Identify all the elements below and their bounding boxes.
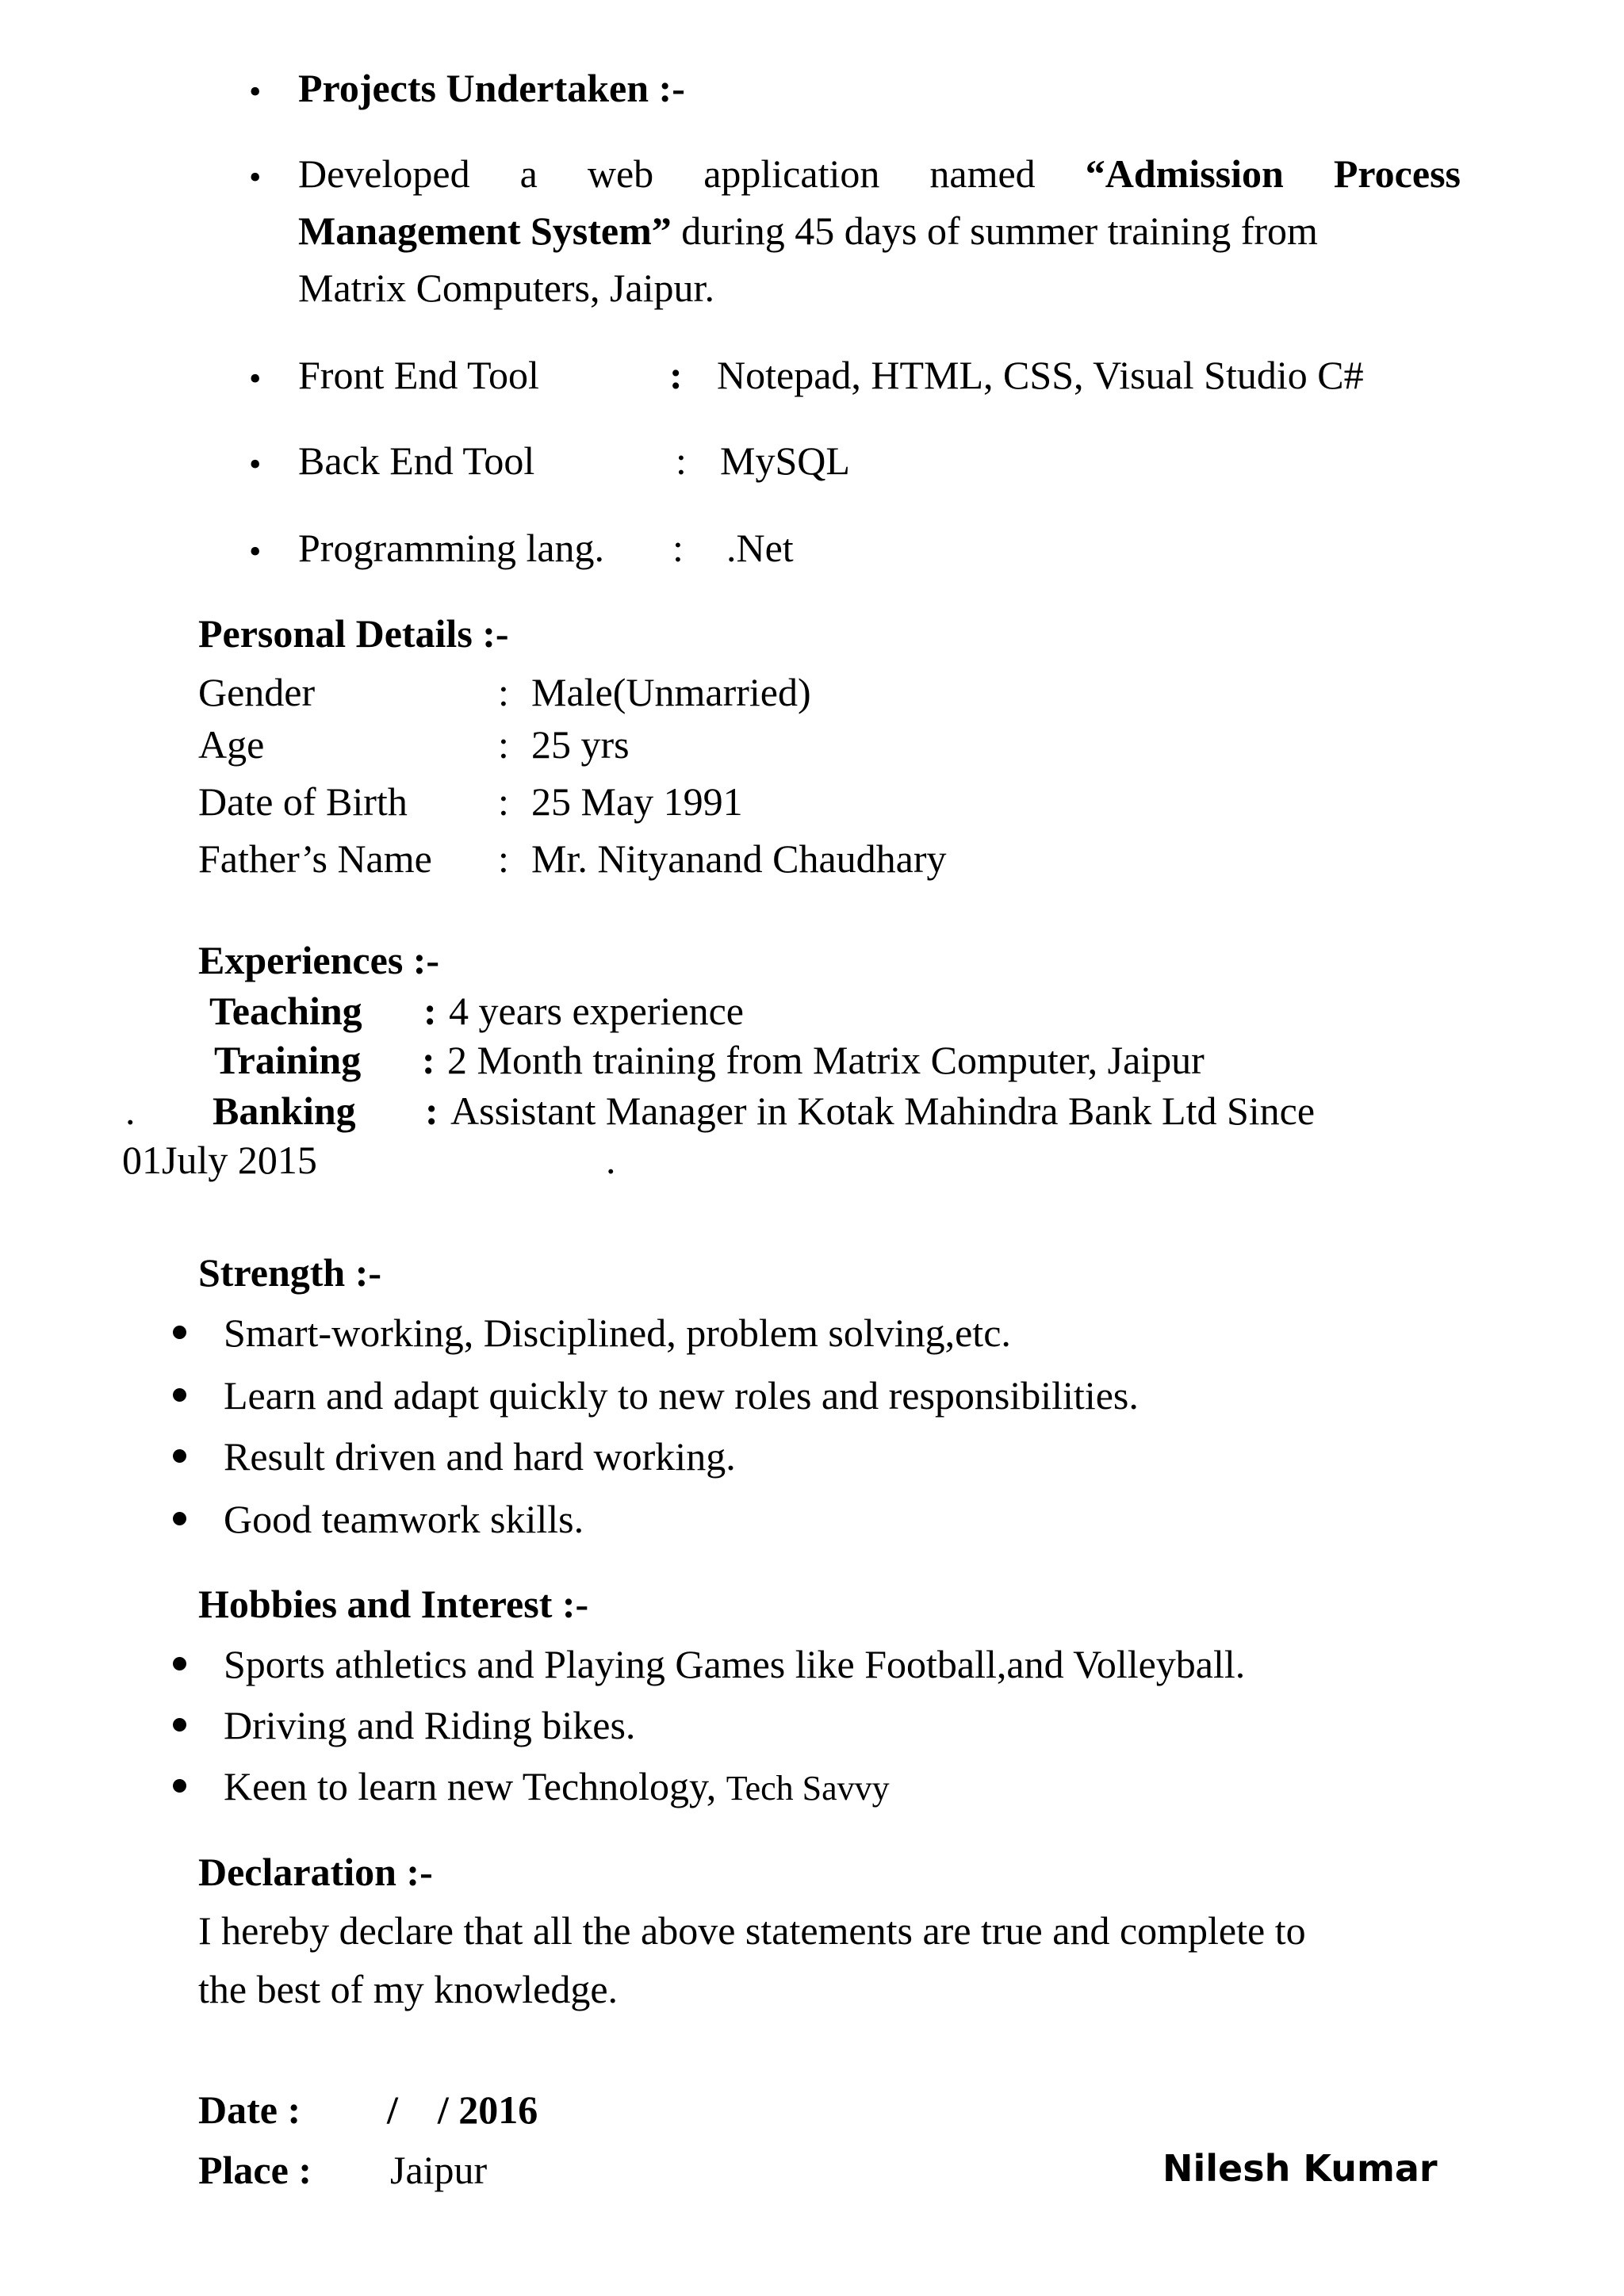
strength-item: Smart-working, Disciplined, problem solving,etc. xyxy=(224,1311,1011,1355)
strength-item: Good teamwork skills. xyxy=(224,1497,584,1541)
experience-value: 4 years experience xyxy=(449,989,744,1033)
tool-separator: : xyxy=(669,353,683,397)
hobby-item: Sports athletics and Playing Games like Football,and Volleyball. xyxy=(224,1642,1246,1686)
tool-label: Back End Tool xyxy=(298,438,535,483)
bullet: • xyxy=(249,532,262,571)
bullet: • xyxy=(249,359,262,398)
declaration-heading: Declaration :- xyxy=(198,1850,433,1894)
hobby-item: Keen to learn new Technology, Tech Savvy xyxy=(224,1764,890,1808)
banking-continued: 01July 2015 xyxy=(122,1138,317,1182)
tool-separator: : xyxy=(676,438,687,483)
personal-value: Mr. Nityanand Chaudhary xyxy=(531,836,947,881)
personal-separator: : xyxy=(498,670,509,714)
project-description-line1: Developed a web application named “Admission Process xyxy=(298,151,1461,196)
bullet xyxy=(173,1779,186,1793)
bullet: • xyxy=(249,72,262,111)
tech-savvy: Tech Savvy xyxy=(726,1769,890,1808)
projects-heading: Projects Undertaken :- xyxy=(298,66,685,110)
tool-label: Programming lang. xyxy=(298,526,605,570)
tool-label: Front End Tool xyxy=(298,353,539,397)
bullet xyxy=(173,1718,186,1732)
experience-heading: Experiences :- xyxy=(198,938,440,982)
trailing-dot: . xyxy=(606,1138,616,1182)
personal-value: Male(Unmarried) xyxy=(531,670,811,714)
personal-separator: : xyxy=(498,722,509,767)
bullet xyxy=(173,1326,186,1339)
bullet: • xyxy=(249,158,262,197)
date-label: Date : xyxy=(198,2087,301,2132)
project-description-line3: Matrix Computers, Jaipur. xyxy=(298,266,714,310)
signature-name: Nilesh Kumar xyxy=(1162,2147,1438,2190)
experience-label: Training xyxy=(214,1038,362,1082)
bullet xyxy=(173,1388,186,1402)
project-description-line2: Management System” during 45 days of summer training from xyxy=(298,209,1318,253)
tool-value: .Net xyxy=(726,526,794,570)
tool-separator: : xyxy=(672,526,684,570)
leading-dot: . xyxy=(125,1089,136,1133)
bullet xyxy=(173,1657,186,1670)
experience-separator: : xyxy=(425,1089,439,1133)
place-value: Jaipur xyxy=(390,2148,488,2192)
experience-value: Assistant Manager in Kotak Mahindra Bank Ltd Since xyxy=(450,1089,1316,1133)
bullet xyxy=(173,1449,186,1463)
declaration-line: I hereby declare that all the above statements are true and complete to xyxy=(198,1908,1306,1953)
personal-separator: : xyxy=(498,779,509,824)
strength-item: Result driven and hard working. xyxy=(224,1434,736,1479)
tool-value: Notepad, HTML, CSS, Visual Studio C# xyxy=(717,353,1364,397)
declaration-line: the best of my knowledge. xyxy=(198,1967,619,2011)
experience-label: Banking xyxy=(213,1089,356,1133)
personal-value: 25 May 1991 xyxy=(531,779,743,824)
tool-value: MySQL xyxy=(720,438,850,483)
personal-separator: : xyxy=(498,836,509,881)
personal-label: Gender xyxy=(198,670,316,714)
hobby-item: Driving and Riding bikes. xyxy=(224,1703,636,1747)
project-title-part1: “Admission Process xyxy=(1085,151,1461,196)
personal-value: 25 yrs xyxy=(531,722,630,767)
experience-separator: : xyxy=(423,989,437,1033)
project-title-part2: Management System” xyxy=(298,209,672,253)
personal-label: Date of Birth xyxy=(198,779,408,824)
personal-heading: Personal Details :- xyxy=(198,611,509,656)
bullet: • xyxy=(249,445,262,484)
experience-separator: : xyxy=(422,1038,435,1082)
bullet xyxy=(173,1512,186,1525)
strength-item: Learn and adapt quickly to new roles and responsibilities. xyxy=(224,1373,1139,1418)
personal-label: Father’s Name xyxy=(198,836,432,881)
personal-label: Age xyxy=(198,722,265,767)
strength-heading: Strength :- xyxy=(198,1250,382,1295)
experience-value: 2 Month training from Matrix Computer, Jaipur xyxy=(447,1038,1205,1082)
date-value: / / 2016 xyxy=(387,2087,538,2132)
place-label: Place : xyxy=(198,2148,312,2192)
hobbies-heading: Hobbies and Interest :- xyxy=(198,1582,589,1626)
experience-label: Teaching xyxy=(209,989,362,1033)
